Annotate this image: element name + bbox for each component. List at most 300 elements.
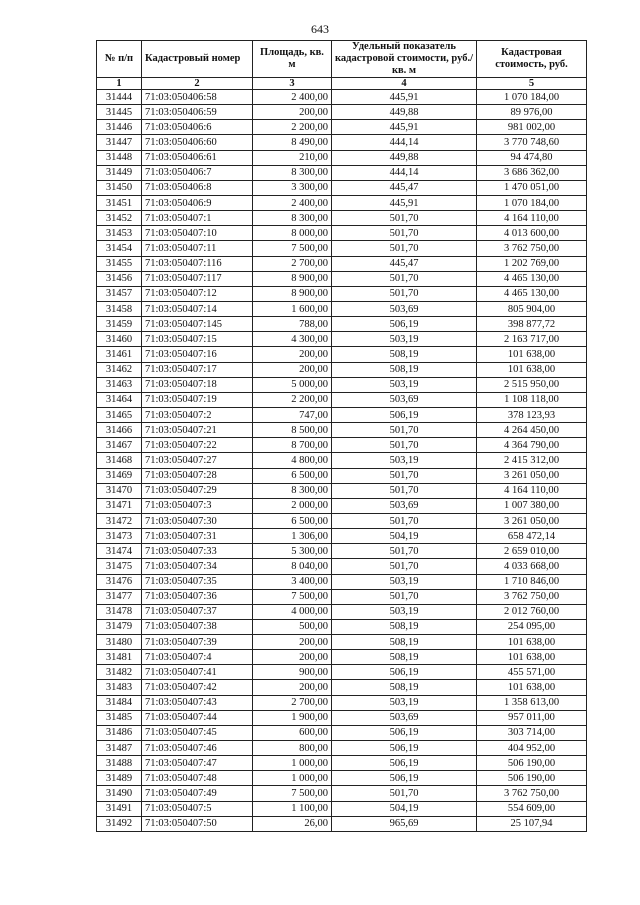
specific-indicator-cell: 503,69 [332, 301, 477, 316]
area-cell: 8 040,00 [253, 559, 332, 574]
area-cell: 500,00 [253, 619, 332, 634]
area-cell: 3 400,00 [253, 574, 332, 589]
cadastral-number-cell: 71:03:050406:59 [142, 105, 253, 120]
specific-indicator-cell: 506,19 [332, 407, 477, 422]
row-number-cell: 31448 [97, 150, 142, 165]
cadastral-value-cell: 3 261 050,00 [477, 513, 587, 528]
table-header-row [97, 41, 587, 78]
specific-indicator-cell: 503,69 [332, 392, 477, 407]
area-cell: 200,00 [253, 347, 332, 362]
area-cell: 8 490,00 [253, 135, 332, 150]
specific-indicator-cell: 501,70 [332, 286, 477, 301]
cadastral-number-cell: 71:03:050407:12 [142, 286, 253, 301]
specific-indicator-cell: 445,91 [332, 120, 477, 135]
cadastral-number-cell: 71:03:050407:39 [142, 635, 253, 650]
cadastral-number-cell: 71:03:050407:48 [142, 771, 253, 786]
cadastral-value-cell: 981 002,00 [477, 120, 587, 135]
cadastral-value-cell: 4 264 450,00 [477, 423, 587, 438]
table-row [97, 816, 587, 831]
specific-indicator-cell: 508,19 [332, 635, 477, 650]
table-row [97, 362, 587, 377]
table-row [97, 756, 587, 771]
specific-indicator-cell: 508,19 [332, 650, 477, 665]
row-number-cell: 31481 [97, 650, 142, 665]
area-cell: 1 000,00 [253, 771, 332, 786]
cadastral-number-cell: 71:03:050407:34 [142, 559, 253, 574]
table-row [97, 332, 587, 347]
table-row [97, 120, 587, 135]
table-row [97, 680, 587, 695]
table-row [97, 301, 587, 316]
row-number-cell: 31478 [97, 604, 142, 619]
table-row [97, 211, 587, 226]
cadastral-number-cell: 71:03:050406:6 [142, 120, 253, 135]
row-number-cell: 31466 [97, 423, 142, 438]
table-row [97, 347, 587, 362]
cadastral-number-cell: 71:03:050407:42 [142, 680, 253, 695]
cadastral-number-cell: 71:03:050407:29 [142, 483, 253, 498]
table-body [97, 90, 587, 832]
specific-indicator-cell: 503,19 [332, 377, 477, 392]
area-cell: 8 300,00 [253, 165, 332, 180]
specific-indicator-cell: 503,69 [332, 498, 477, 513]
cadastral-number-cell: 71:03:050407:10 [142, 226, 253, 241]
row-number-cell: 31488 [97, 756, 142, 771]
table-row [97, 801, 587, 816]
cadastral-value-cell: 506 190,00 [477, 756, 587, 771]
specific-indicator-cell: 965,69 [332, 816, 477, 831]
specific-indicator-cell: 503,19 [332, 574, 477, 589]
cadastral-value-cell: 1 070 184,00 [477, 90, 587, 105]
cadastral-number-cell: 71:03:050406:7 [142, 165, 253, 180]
cadastral-value-cell: 2 415 312,00 [477, 453, 587, 468]
cadastral-value-cell: 101 638,00 [477, 362, 587, 377]
row-number-cell: 31484 [97, 695, 142, 710]
row-number-cell: 31492 [97, 816, 142, 831]
row-number-cell: 31458 [97, 301, 142, 316]
row-number-cell: 31471 [97, 498, 142, 513]
specific-indicator-cell: 501,70 [332, 271, 477, 286]
area-cell: 5 000,00 [253, 377, 332, 392]
cadastral-number-cell: 71:03:050407:11 [142, 241, 253, 256]
row-number-cell: 31479 [97, 619, 142, 634]
table-row [97, 529, 587, 544]
area-cell: 6 500,00 [253, 513, 332, 528]
table-row [97, 180, 587, 195]
cadastral-value-cell: 506 190,00 [477, 771, 587, 786]
specific-indicator-cell: 445,91 [332, 90, 477, 105]
area-cell: 800,00 [253, 741, 332, 756]
cadastral-number-cell: 71:03:050407:2 [142, 407, 253, 422]
specific-indicator-cell: 501,70 [332, 544, 477, 559]
specific-indicator-cell: 501,70 [332, 483, 477, 498]
row-number-cell: 31449 [97, 165, 142, 180]
area-cell: 200,00 [253, 650, 332, 665]
specific-indicator-cell: 444,14 [332, 135, 477, 150]
cadastral-value-cell: 1 070 184,00 [477, 195, 587, 210]
table-row [97, 559, 587, 574]
area-cell: 2 700,00 [253, 695, 332, 710]
cadastral-value-cell: 4 164 110,00 [477, 211, 587, 226]
table-row [97, 438, 587, 453]
area-cell: 1 000,00 [253, 756, 332, 771]
area-cell: 4 300,00 [253, 332, 332, 347]
header-cadastral-value: Кадастровая стоимость, руб. [477, 41, 587, 78]
specific-indicator-cell: 506,19 [332, 725, 477, 740]
table-row [97, 589, 587, 604]
row-number-cell: 31461 [97, 347, 142, 362]
row-number-cell: 31487 [97, 741, 142, 756]
cadastral-number-cell: 71:03:050406:60 [142, 135, 253, 150]
table-row [97, 423, 587, 438]
cadastral-value-cell: 455 571,00 [477, 665, 587, 680]
specific-indicator-cell: 503,19 [332, 332, 477, 347]
row-number-cell: 31455 [97, 256, 142, 271]
cadastral-value-cell: 1 358 613,00 [477, 695, 587, 710]
specific-indicator-cell: 501,70 [332, 226, 477, 241]
specific-indicator-cell: 506,19 [332, 741, 477, 756]
row-number-cell: 31445 [97, 105, 142, 120]
table-row [97, 90, 587, 105]
table-row [97, 286, 587, 301]
area-cell: 200,00 [253, 105, 332, 120]
specific-indicator-cell: 506,19 [332, 317, 477, 332]
specific-indicator-cell: 444,14 [332, 165, 477, 180]
cadastral-number-cell: 71:03:050407:15 [142, 332, 253, 347]
cadastral-value-cell: 101 638,00 [477, 680, 587, 695]
table-row [97, 241, 587, 256]
table-row [97, 226, 587, 241]
cadastral-number-cell: 71:03:050407:145 [142, 317, 253, 332]
row-number-cell: 31454 [97, 241, 142, 256]
table-row [97, 574, 587, 589]
cadastral-value-cell: 3 762 750,00 [477, 241, 587, 256]
cadastral-number-cell: 71:03:050406:8 [142, 180, 253, 195]
row-number-cell: 31490 [97, 786, 142, 801]
area-cell: 8 900,00 [253, 286, 332, 301]
row-number-cell: 31472 [97, 513, 142, 528]
header-cadastral-number: Кадастровый номер [142, 41, 253, 78]
cadastral-value-cell: 1 470 051,00 [477, 180, 587, 195]
cadastral-number-cell: 71:03:050407:14 [142, 301, 253, 316]
cadastral-value-cell: 4 465 130,00 [477, 271, 587, 286]
cadastral-number-cell: 71:03:050406:9 [142, 195, 253, 210]
cadastral-value-cell: 3 762 750,00 [477, 786, 587, 801]
cadastral-number-cell: 71:03:050407:31 [142, 529, 253, 544]
cadastral-value-cell: 101 638,00 [477, 650, 587, 665]
cadastral-value-cell: 2 163 717,00 [477, 332, 587, 347]
area-cell: 2 400,00 [253, 195, 332, 210]
cadastral-number-cell: 71:03:050406:61 [142, 150, 253, 165]
cadastral-value-cell: 4 364 790,00 [477, 438, 587, 453]
specific-indicator-cell: 445,91 [332, 195, 477, 210]
row-number-cell: 31491 [97, 801, 142, 816]
area-cell: 1 600,00 [253, 301, 332, 316]
cadastral-number-cell: 71:03:050407:46 [142, 741, 253, 756]
specific-indicator-cell: 501,70 [332, 559, 477, 574]
table-row [97, 786, 587, 801]
specific-indicator-cell: 501,70 [332, 513, 477, 528]
cadastral-number-cell: 71:03:050407:45 [142, 725, 253, 740]
specific-indicator-cell: 501,70 [332, 423, 477, 438]
cadastral-number-cell: 71:03:050407:38 [142, 619, 253, 634]
header-area: Площадь, кв. м [253, 41, 332, 78]
table-row [97, 468, 587, 483]
cadastral-value-cell: 1 007 380,00 [477, 498, 587, 513]
header-num: № п/п [97, 41, 142, 78]
cadastral-number-cell: 71:03:050407:49 [142, 786, 253, 801]
row-number-cell: 31485 [97, 710, 142, 725]
cadastral-value-cell: 3 762 750,00 [477, 589, 587, 604]
cadastral-value-table [96, 40, 587, 832]
cadastral-value-cell: 3 261 050,00 [477, 468, 587, 483]
cadastral-number-cell: 71:03:050407:37 [142, 604, 253, 619]
table-row [97, 483, 587, 498]
specific-indicator-cell: 501,70 [332, 468, 477, 483]
specific-indicator-cell: 501,70 [332, 241, 477, 256]
row-number-cell: 31453 [97, 226, 142, 241]
specific-indicator-cell: 503,19 [332, 604, 477, 619]
specific-indicator-cell: 501,70 [332, 438, 477, 453]
cadastral-number-cell: 71:03:050407:44 [142, 710, 253, 725]
cadastral-value-cell: 101 638,00 [477, 347, 587, 362]
row-number-cell: 31468 [97, 453, 142, 468]
specific-indicator-cell: 506,19 [332, 771, 477, 786]
cadastral-number-cell: 71:03:050407:17 [142, 362, 253, 377]
specific-indicator-cell: 508,19 [332, 619, 477, 634]
cadastral-number-cell: 71:03:050407:33 [142, 544, 253, 559]
area-cell: 1 306,00 [253, 529, 332, 544]
cadastral-value-cell: 4 465 130,00 [477, 286, 587, 301]
table-row [97, 105, 587, 120]
area-cell: 26,00 [253, 816, 332, 831]
specific-indicator-cell: 449,88 [332, 105, 477, 120]
specific-indicator-cell: 501,70 [332, 211, 477, 226]
area-cell: 8 900,00 [253, 271, 332, 286]
table-row [97, 453, 587, 468]
table-row [97, 604, 587, 619]
row-number-cell: 31469 [97, 468, 142, 483]
cadastral-number-cell: 71:03:050407:117 [142, 271, 253, 286]
cadastral-value-cell: 957 011,00 [477, 710, 587, 725]
table-row [97, 195, 587, 210]
row-number-cell: 31463 [97, 377, 142, 392]
column-number: 2 [142, 78, 253, 90]
cadastral-value-cell: 1 202 769,00 [477, 256, 587, 271]
area-cell: 900,00 [253, 665, 332, 680]
cadastral-value-cell: 1 710 846,00 [477, 574, 587, 589]
cadastral-number-cell: 71:03:050407:1 [142, 211, 253, 226]
cadastral-number-cell: 71:03:050407:3 [142, 498, 253, 513]
table-row [97, 725, 587, 740]
area-cell: 200,00 [253, 362, 332, 377]
column-number: 1 [97, 78, 142, 90]
area-cell: 5 300,00 [253, 544, 332, 559]
column-number: 4 [332, 78, 477, 90]
row-number-cell: 31473 [97, 529, 142, 544]
cadastral-value-cell: 398 877,72 [477, 317, 587, 332]
table-row [97, 150, 587, 165]
row-number-cell: 31477 [97, 589, 142, 604]
area-cell: 2 200,00 [253, 392, 332, 407]
specific-indicator-cell: 508,19 [332, 362, 477, 377]
cadastral-number-cell: 71:03:050407:27 [142, 453, 253, 468]
cadastral-value-cell: 2 659 010,00 [477, 544, 587, 559]
specific-indicator-cell: 503,69 [332, 710, 477, 725]
cadastral-value-cell: 4 033 668,00 [477, 559, 587, 574]
cadastral-number-cell: 71:03:050407:4 [142, 650, 253, 665]
area-cell: 3 300,00 [253, 180, 332, 195]
cadastral-number-cell: 71:03:050407:22 [142, 438, 253, 453]
specific-indicator-cell: 503,19 [332, 695, 477, 710]
cadastral-value-cell: 3 770 748,60 [477, 135, 587, 150]
cadastral-value-cell: 404 952,00 [477, 741, 587, 756]
area-cell: 200,00 [253, 635, 332, 650]
row-number-cell: 31483 [97, 680, 142, 695]
specific-indicator-cell: 503,19 [332, 453, 477, 468]
area-cell: 4 800,00 [253, 453, 332, 468]
cadastral-number-cell: 71:03:050407:19 [142, 392, 253, 407]
cadastral-value-cell: 4 164 110,00 [477, 483, 587, 498]
cadastral-number-cell: 71:03:050407:5 [142, 801, 253, 816]
cadastral-number-cell: 71:03:050407:47 [142, 756, 253, 771]
row-number-cell: 31444 [97, 90, 142, 105]
table-row [97, 665, 587, 680]
cadastral-value-cell: 3 686 362,00 [477, 165, 587, 180]
cadastral-number-cell: 71:03:050407:36 [142, 589, 253, 604]
table-row [97, 741, 587, 756]
cadastral-number-cell: 71:03:050407:21 [142, 423, 253, 438]
cadastral-value-cell: 25 107,94 [477, 816, 587, 831]
row-number-cell: 31465 [97, 407, 142, 422]
cadastral-value-cell: 101 638,00 [477, 635, 587, 650]
header-specific-indicator: Удельный показатель кадастровой стоимости, руб./кв. м [332, 41, 477, 78]
cadastral-value-cell: 378 123,93 [477, 407, 587, 422]
cadastral-value-cell: 4 013 600,00 [477, 226, 587, 241]
table-row [97, 771, 587, 786]
cadastral-value-cell: 94 474,80 [477, 150, 587, 165]
cadastral-number-cell: 71:03:050407:18 [142, 377, 253, 392]
area-cell: 8 300,00 [253, 483, 332, 498]
area-cell: 6 500,00 [253, 468, 332, 483]
specific-indicator-cell: 506,19 [332, 665, 477, 680]
cadastral-number-cell: 71:03:050407:116 [142, 256, 253, 271]
cadastral-number-cell: 71:03:050407:41 [142, 665, 253, 680]
page-number: 643 [311, 22, 329, 36]
table-row [97, 271, 587, 286]
row-number-cell: 31464 [97, 392, 142, 407]
table-row [97, 165, 587, 180]
area-cell: 747,00 [253, 407, 332, 422]
specific-indicator-cell: 501,70 [332, 589, 477, 604]
row-number-cell: 31475 [97, 559, 142, 574]
row-number-cell: 31489 [97, 771, 142, 786]
row-number-cell: 31457 [97, 286, 142, 301]
row-number-cell: 31451 [97, 195, 142, 210]
table-row [97, 695, 587, 710]
area-cell: 8 000,00 [253, 226, 332, 241]
row-number-cell: 31474 [97, 544, 142, 559]
cadastral-number-cell: 71:03:050407:28 [142, 468, 253, 483]
area-cell: 4 000,00 [253, 604, 332, 619]
specific-indicator-cell: 504,19 [332, 801, 477, 816]
area-cell: 600,00 [253, 725, 332, 740]
table-row [97, 256, 587, 271]
specific-indicator-cell: 445,47 [332, 180, 477, 195]
column-number: 3 [253, 78, 332, 90]
area-cell: 8 500,00 [253, 423, 332, 438]
table-row [97, 407, 587, 422]
cadastral-number-cell: 71:03:050407:50 [142, 816, 253, 831]
row-number-cell: 31447 [97, 135, 142, 150]
table-row [97, 544, 587, 559]
area-cell: 2 000,00 [253, 498, 332, 513]
area-cell: 1 900,00 [253, 710, 332, 725]
area-cell: 788,00 [253, 317, 332, 332]
area-cell: 7 500,00 [253, 589, 332, 604]
row-number-cell: 31482 [97, 665, 142, 680]
cadastral-number-cell: 71:03:050407:16 [142, 347, 253, 362]
cadastral-value-cell: 554 609,00 [477, 801, 587, 816]
specific-indicator-cell: 449,88 [332, 150, 477, 165]
row-number-cell: 31452 [97, 211, 142, 226]
cadastral-value-cell: 1 108 118,00 [477, 392, 587, 407]
table-row [97, 377, 587, 392]
table-row [97, 498, 587, 513]
row-number-cell: 31460 [97, 332, 142, 347]
table-row [97, 710, 587, 725]
area-cell: 2 700,00 [253, 256, 332, 271]
cadastral-value-cell: 303 714,00 [477, 725, 587, 740]
specific-indicator-cell: 508,19 [332, 347, 477, 362]
cadastral-value-cell: 2 012 760,00 [477, 604, 587, 619]
cadastral-number-cell: 71:03:050406:58 [142, 90, 253, 105]
area-cell: 2 400,00 [253, 90, 332, 105]
row-number-cell: 31456 [97, 271, 142, 286]
table-row [97, 635, 587, 650]
area-cell: 8 300,00 [253, 211, 332, 226]
cadastral-number-cell: 71:03:050407:35 [142, 574, 253, 589]
table-row [97, 513, 587, 528]
area-cell: 8 700,00 [253, 438, 332, 453]
specific-indicator-cell: 501,70 [332, 786, 477, 801]
area-cell: 1 100,00 [253, 801, 332, 816]
cadastral-value-cell: 254 095,00 [477, 619, 587, 634]
table-row [97, 392, 587, 407]
row-number-cell: 31486 [97, 725, 142, 740]
area-cell: 7 500,00 [253, 241, 332, 256]
row-number-cell: 31459 [97, 317, 142, 332]
cadastral-value-cell: 658 472,14 [477, 529, 587, 544]
row-number-cell: 31450 [97, 180, 142, 195]
cadastral-value-cell: 805 904,00 [477, 301, 587, 316]
row-number-cell: 31462 [97, 362, 142, 377]
area-cell: 210,00 [253, 150, 332, 165]
column-number: 5 [477, 78, 587, 90]
row-number-cell: 31470 [97, 483, 142, 498]
row-number-cell: 31467 [97, 438, 142, 453]
cadastral-value-cell: 2 515 950,00 [477, 377, 587, 392]
specific-indicator-cell: 504,19 [332, 529, 477, 544]
specific-indicator-cell: 506,19 [332, 756, 477, 771]
row-number-cell: 31446 [97, 120, 142, 135]
area-cell: 7 500,00 [253, 786, 332, 801]
row-number-cell: 31480 [97, 635, 142, 650]
area-cell: 200,00 [253, 680, 332, 695]
table-row [97, 619, 587, 634]
area-cell: 2 200,00 [253, 120, 332, 135]
column-number-row [97, 78, 587, 90]
